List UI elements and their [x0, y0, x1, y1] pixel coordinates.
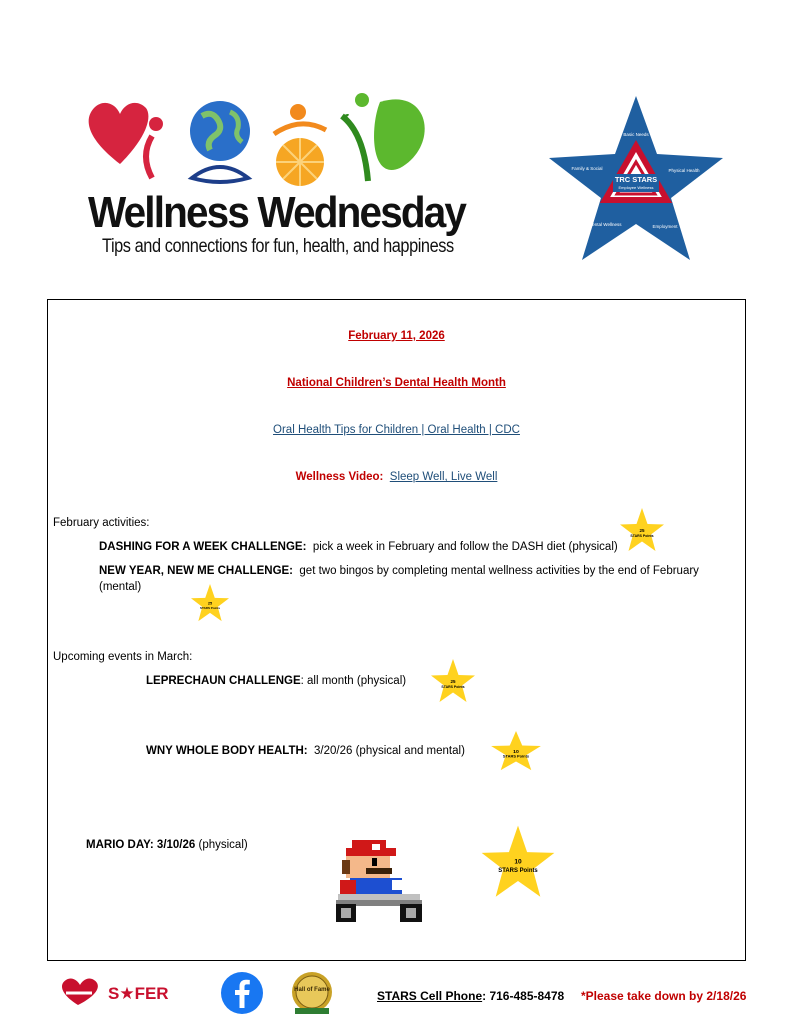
- stars-points-badge: [190, 584, 230, 622]
- facebook-icon[interactable]: [221, 972, 263, 1014]
- badge-label: STARS Points: [630, 534, 654, 538]
- logo-subtitle: Tips and connections for fun, health, and happiness: [102, 236, 454, 257]
- dashing-challenge-desc: pick a week in February and follow the DASH diet (physical): [312, 541, 618, 553]
- safer-logo: [58, 977, 188, 1011]
- mario-kart-image: [332, 836, 426, 924]
- dashing-challenge: [99, 541, 618, 553]
- badge-label: STARS Points: [498, 867, 538, 874]
- new-year-challenge: [99, 565, 699, 577]
- star-point-basic-needs: Basic Needs: [623, 132, 649, 137]
- hall-of-fame-badge: [289, 970, 335, 1016]
- month-theme: National Children’s Dental Health Month: [287, 377, 506, 389]
- stars-phone: [377, 989, 564, 1003]
- stars-points-badge: [430, 659, 476, 703]
- resource-line: [47, 424, 746, 436]
- march-heading: Upcoming events in March:: [53, 651, 193, 663]
- leprechaun-challenge-desc: : all month (physical): [300, 675, 407, 687]
- theme-line: [47, 377, 746, 389]
- leprechaun-challenge-title: LEPRECHAUN CHALLENGE: [146, 675, 301, 687]
- dashing-challenge-title: DASHING FOR A WEEK CHALLENGE:: [99, 541, 307, 553]
- new-year-challenge-desc: get two bingos by completing mental wellness activities by the end of February: [299, 565, 699, 577]
- leaf-person-icon: [342, 93, 425, 181]
- wny-body-health: [146, 745, 465, 757]
- heart-person-icon: [89, 103, 163, 178]
- badge-points: 25: [207, 600, 213, 606]
- takedown-notice: *Please take down by 2/18/26: [581, 989, 747, 1003]
- phone-label: STARS Cell Phone: [377, 989, 483, 1003]
- leprechaun-challenge: [146, 675, 406, 687]
- newsletter-date: February 11, 2026: [348, 330, 445, 342]
- mario-day: [86, 839, 248, 851]
- wellness-icons-graphic: [80, 86, 440, 196]
- safer-logo-text: S★FER: [108, 984, 169, 1003]
- sleep-well-video-link[interactable]: Sleep Well, Live Well: [389, 471, 498, 483]
- date-line: [47, 330, 746, 342]
- badge-label: STARS Points: [441, 685, 465, 689]
- trc-stars-subtitle: Employee Wellness: [618, 185, 654, 190]
- new-year-challenge-title: NEW YEAR, NEW ME CHALLENGE:: [99, 565, 294, 577]
- cdc-oral-health-link[interactable]: Oral Health Tips for Children | Oral Health | CDC: [273, 424, 520, 436]
- wny-body-health-title: WNY WHOLE BODY HEALTH:: [146, 745, 308, 757]
- star-point-family-social: Family & Social: [571, 166, 603, 171]
- new-year-challenge-desc-cont: (mental): [99, 581, 142, 593]
- mario-day-title: MARIO DAY: 3/10/26: [86, 839, 196, 851]
- badge-label: STARS Points: [199, 606, 221, 611]
- star-point-mental-wellness: Mental Wellness: [588, 222, 622, 227]
- mario-day-desc: (physical): [198, 839, 248, 851]
- hall-of-fame-text: Hall of Fame: [294, 987, 330, 993]
- badge-label: STARS Points: [502, 754, 530, 759]
- phone-number: : 716-485-8478: [482, 989, 565, 1003]
- trc-stars-title: TRC STARS: [614, 175, 658, 184]
- video-label: Wellness Video:: [295, 471, 384, 483]
- stars-points-badge: [490, 731, 542, 771]
- star-point-physical-health: Physical Health: [668, 168, 700, 173]
- stars-points-badge-large: [480, 824, 556, 900]
- badge-points: 25: [450, 679, 456, 684]
- february-heading: February activities:: [53, 517, 150, 529]
- trc-stars-logo: [547, 96, 725, 262]
- wny-body-health-desc: 3/20/26 (physical and mental): [314, 745, 465, 757]
- video-line: [47, 471, 746, 483]
- globe-person-icon: [190, 101, 250, 182]
- badge-points: 10: [514, 858, 522, 866]
- stars-points-badge: [619, 508, 665, 552]
- star-point-employment: Employment: [652, 224, 678, 229]
- badge-points: 10: [513, 749, 519, 754]
- orange-person-icon: [274, 104, 326, 186]
- badge-points: 25: [639, 528, 645, 533]
- logo-title: Wellness Wednesday: [88, 188, 466, 237]
